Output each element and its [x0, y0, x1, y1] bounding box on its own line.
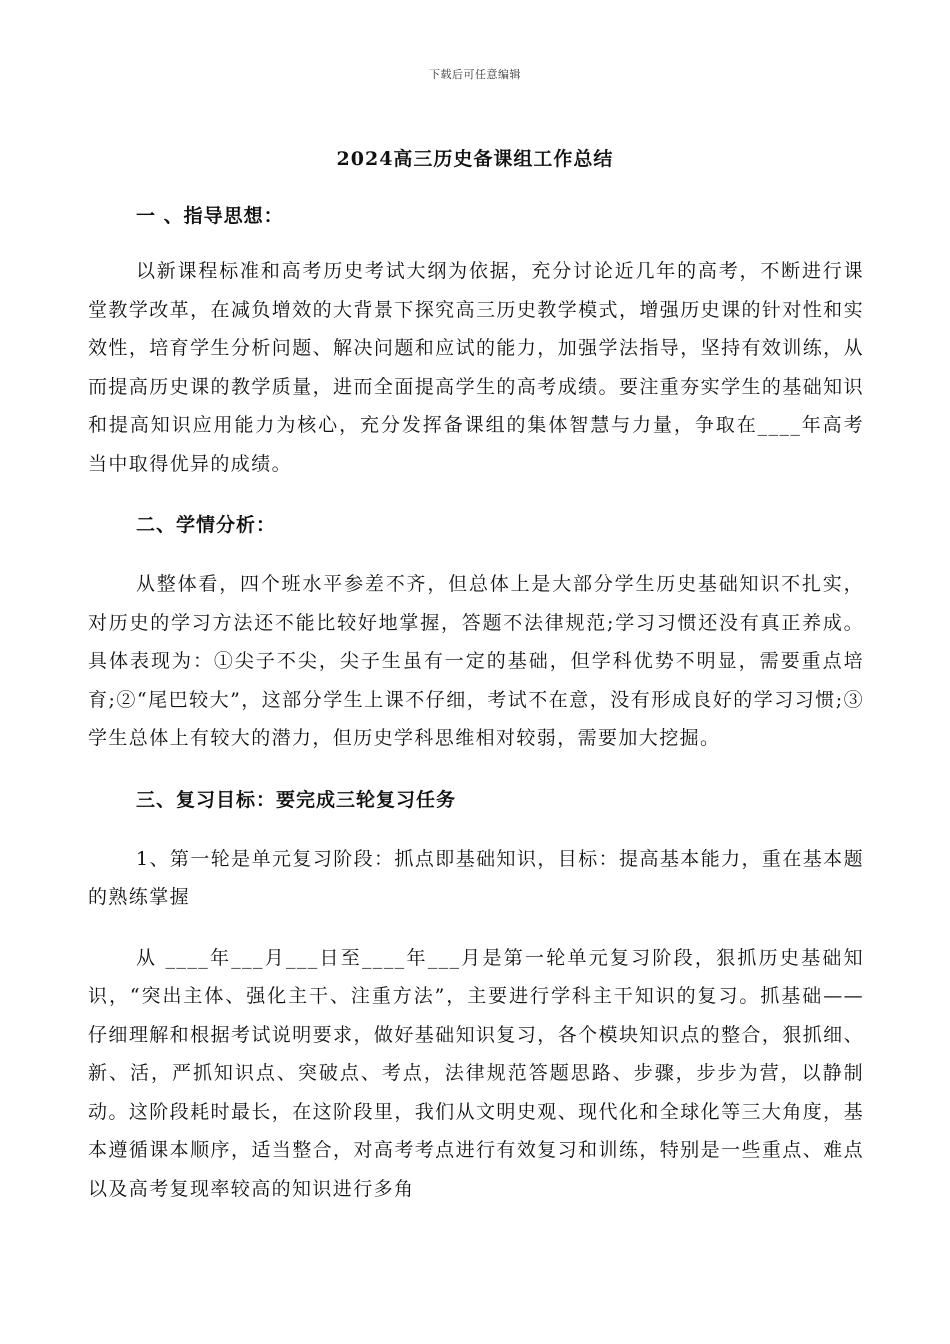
header-note: 下载后可任意编辑: [429, 68, 521, 81]
paragraph-first-round-detail: 从 ____年___月___日至____年___月是第一轮单元复习阶段，狠抓历史基础知识，“突出主体、强化主干、注重方法”，主要进行学科主干知识的复习。抓基础——仔细理解和根据考试说明要求，做好基础知识复习，各个模块知识点的整合，狠抓细、新、活，严抓知识点、突破点、考点，法律规范答题思路、步骤，步步为营，以静制动。这阶段耗时最长，在这阶段里，我们从文明史观、现代化和全球化等三大角度，基本遵循课本顺序，适当整合，对高考考点进行有效复习和训练，特别是一些重点、难点以及高考复现率较高的知识进行多角: [88, 946, 864, 1200]
section-heading-review-goals: 三、复习目标：要完成三轮复习任务: [136, 788, 457, 811]
document-title: 2024高三历史备课组工作总结: [336, 148, 614, 170]
paragraph-guiding-ideology: 以新课程标准和高考历史考试大纲为依据，充分讨论近几年的高考，不断进行课堂教学改革，在减负增效的大背景下探究高三历史教学模式，增强历史课的针对性和实效性，培育学生分析问题、解决问题和应试的能力，加强学法指导，坚持有效训练，从而提高历史课的教学质量，进而全面提高学生的高考成绩。要注重夯实学生的基础知识和提高知识应用能力为核心，充分发挥备课组的集体智慧与力量，争取在____年高考当中取得优异的成绩。: [88, 260, 864, 475]
document-body: [88, 198, 864, 1208]
paragraph-student-analysis: 从整体看，四个班水平参差不齐，但总体上是大部分学生历史基础知识不扎实，对历史的学习方法还不能比较好地掌握，答题不法律规范;学习习惯还没有真正养成。具体表现为：①尖子不尖，尖子生虽有一定的基础，但学科优势不明显，需要重点培育;②“尾巴较大”，这部分学生上课不仔细，考试不在意，没有形成良好的学习习惯;③ 学生总体上有较大的潜力，但历史学科思维相对较弱，需要加大挖掘。: [88, 573, 864, 749]
section-heading-student-analysis: 二、学情分析：: [136, 514, 277, 536]
paragraph-first-round-intro: 1、第一轮是单元复习阶段：抓点即基础知识，目标：提高基本能力，重在基本题的熟练掌握: [88, 847, 864, 908]
section-heading-guiding-ideology: 一 、指导思想：: [136, 205, 284, 227]
